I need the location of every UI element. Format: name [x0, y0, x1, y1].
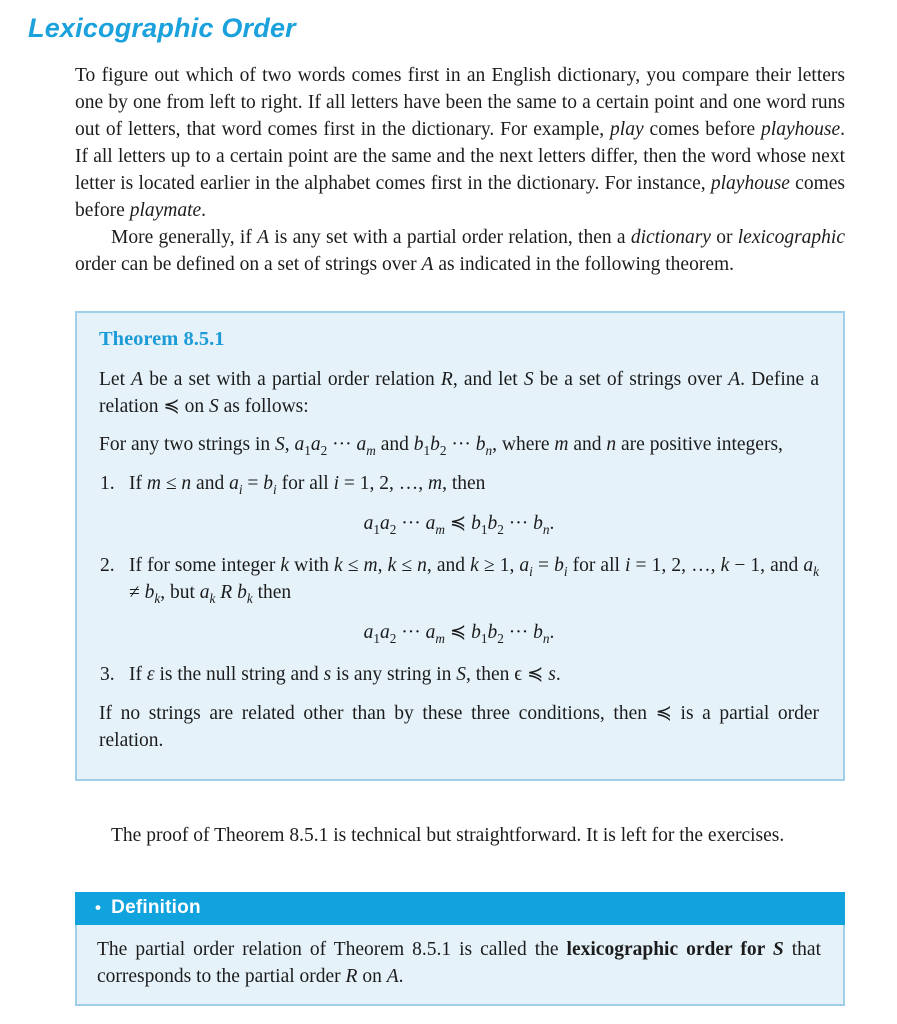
definition-header-label: Definition	[111, 897, 201, 919]
formula-1: $a_1a_2$ ··· $a_m$ ≼ $b_1b_2$ ··· $b_n$.	[363, 513, 555, 538]
definition-header	[75, 892, 845, 925]
bullet-icon: •	[95, 898, 102, 918]
theorem-condition-3	[99, 661, 819, 688]
definition-body: The partial order relation of Theorem 8.5.1 is called the lexicographic order for S that corresponds to the partial order R on A.	[75, 925, 845, 1006]
theorem-box	[75, 311, 845, 781]
theorem-strings-intro: For any two strings in S, $a_1a_2$ ··· $a_m$ and $b_1b_2$ ··· $b_n$, where m and n are positive integers,	[99, 434, 783, 459]
theorem-title: Theorem 8.5.1	[99, 328, 225, 351]
item-number: 1.	[100, 473, 115, 495]
theorem-closing: If no strings are related other than by these three conditions, then ≼ is a partial order relation.	[99, 703, 819, 752]
item-text: If ε is the null string and s is any string in S, then ϵ ≼ s.	[129, 664, 561, 686]
item-text: If m ≤ n and $a_i = b_i$ for all i = 1, 2, …, m, then	[129, 473, 486, 498]
formula-2: $a_1a_2$ ··· $a_m$ ≼ $b_1b_2$ ··· $b_n$.	[363, 622, 555, 647]
intro-paragraph-2: More generally, if A is any set with a partial order relation, then a dictionary or lexicographic order can be defined on a set of strings over A as indicated in the following theorem.	[75, 227, 845, 276]
theorem-condition-1	[99, 470, 819, 497]
theorem-condition-2	[99, 552, 819, 606]
proof-note: The proof of Theorem 8.5.1 is technical but straightforward. It is left for the exercises.	[111, 825, 785, 847]
item-number: 3.	[100, 664, 115, 686]
definition-box	[75, 892, 845, 1006]
intro-paragraph-1: To figure out which of two words comes first in an English dictionary, you compare their letters one by one from left to right. If all letters have been the same to a certain point and one word runs out of letters, that word comes first in the dictionary. For example, play comes before playhouse. If all letters up to a certain point are the same and the next letters differ, then the word whose next letter is located earlier in the alphabet comes first in the dictionary. For instance, playhouse comes before playmate.	[75, 65, 845, 222]
page-title: Lexicographic Order	[28, 13, 296, 43]
item-number: 2.	[100, 555, 115, 577]
page-content	[75, 62, 845, 1006]
theorem-setup: Let A be a set with a partial order relation R, and let S be a set of strings over A. Define a relation ≼ on S as follows:	[99, 369, 819, 418]
item-text: If for some integer k with k ≤ m, k ≤ n, and k ≥ 1, $a_i = b_i$ for all i = 1, 2, …, k − 1, and $a_k \ne b_k$, but $a_k$ R $b_k$ then	[129, 555, 820, 607]
